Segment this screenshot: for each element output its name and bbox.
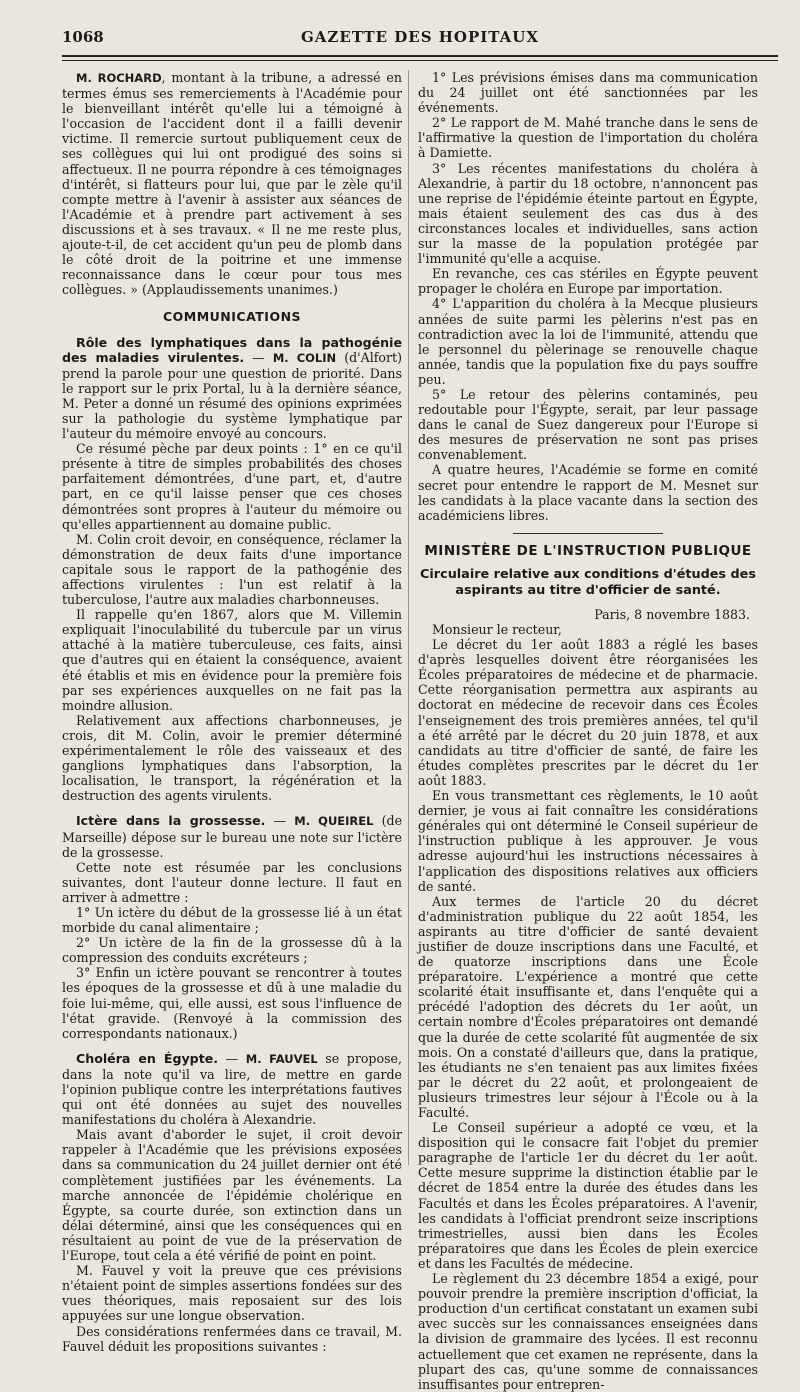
paragraph: Le décret du 1er août 1883 a réglé les bases d'après lesquelles doivent être réorganisées les Écoles préparatoires de médecine et de pharmacie. Cette réorganisation permettra aux aspirants au doctorat en médecine de recevoir dans ces Écoles l'enseignement des trois premières années, tel qu'il a été arrêté par le décret du 20 juin 1878, et aux candidats au titre d'officier de santé, de faire les études complètes prescrites par le décret du 1er août 1883.	[418, 637, 758, 788]
paragraph: Ce résumé pèche par deux points : 1° en ce qu'il présente à titre de simples probabilités des choses parfaitement démontrées, d'une part, et, d'autre part, en ce qu'il laisse penser que ces choses démontrées sont propres à l'auteur du mémoire ou qu'elles appartiennent au domaine public.	[62, 441, 402, 532]
list-item: 2° Un ictère de la fin de la grossesse dû à la compression des conduits excréteurs ;	[62, 935, 402, 966]
speaker-name: M. ROCHARD	[76, 71, 162, 85]
header-rule-thin	[62, 60, 778, 61]
right-column	[418, 70, 758, 1392]
paragraph: A quatre heures, l'Académie se forme en comité secret pour entendre le rapport de M. Mesnet sur les candidats à la place vacante dans la section des académiciens libres.	[418, 462, 758, 523]
paragraph: 5° Le retour des pèlerins contaminés, peu redoutable pour l'Égypte, serait, par leur passage dans le canal de Suez dangereux pour l'Europe si des mesures de préservation ne sont pas prises convenablement.	[418, 386, 758, 463]
paragraph-text: (d'Alfort) prend la parole pour une question de priorité. Dans le rapport sur le prix Portal, lu à la dernière séance, M. Peter a donné un résumé des opinions exprimées sur la pathologie du système lymphatique par l'auteur du mémoire envoyé au concours.	[62, 349, 403, 442]
speaker-name: M. COLIN	[272, 350, 337, 365]
paragraph: M. Colin croit devoir, en conséquence, réclamer la démonstration de deux faits d'une importance capitale sous le rapport de la pathogénie des affections virulentes : l'un est relatif à la tuberculose, l'autre aux maladies charbonneuses.	[62, 531, 402, 608]
paragraph: En revanche, ces cas stériles en Égypte peuvent propager le choléra en Europe par importation.	[418, 266, 758, 297]
ministry-heading: MINISTÈRE DE L'INSTRUCTION PUBLIQUE	[424, 542, 752, 559]
section-separator	[513, 533, 663, 534]
list-item: 3° Enfin un ictère pouvant se rencontrer à toutes les époques de la grossesse et dû à une maladie du foie lui-même, qui, elle aussi, est sous l'influence de l'état gravide. (Renvoyé à la commission des correspondants nationaux.)	[62, 965, 402, 1041]
page-number: 1068	[62, 28, 104, 46]
section-title: Choléra en Égypte.	[76, 1050, 219, 1066]
paragraph: M. Fauvel y voit la preuve que ces prévisions n'étaient point de simples assertions fondées sur des vues théoriques, mais reposaient sur des lois appuyées sur une longue observation.	[62, 1263, 402, 1324]
paragraph: 3° Les récentes manifestations du choléra à Alexandrie, à partir du 18 octobre, n'annoncent pas une reprise de l'épidémie éteinte partout en Égypte, mais étaient seulement des cas dus à des circonstances locales et individuelles, sans action sur la masse de la population protégée par l'immunité qu'elle a acquise.	[418, 160, 758, 267]
paragraph-rochard	[62, 70, 402, 297]
page-header	[62, 28, 778, 52]
paragraph-text: , montant à la tribune, a adressé en termes émus ses remerciements à l'Académie pour le bienveillant intérêt qu'elle lui a témoigné à l'occasion de l'accident dont il a failli devenir victime. Il remercie surtout publiquement ceux de ses collègues qui lui ont prodigué des soins si affectueux. Il ne pourra répondre à ces témoignages d'intérêt, si flatteurs pour lui, que par le zèle qu'il compte mettre à l'avenir à assister aux séances de l'Académie et à prendre part activement à ses discussions et à ses travaux. « Il ne me reste plus, ajoute-t-il, de cet accident qu'un peu de plomb dans le côté droit de la poitrine et une immense reconnaissance dans le cœur pour tous mes collègues. » (Applaudissements unanimes.)	[62, 70, 402, 298]
dash: —	[218, 1050, 246, 1066]
paragraph: Mais avant d'aborder le sujet, il croit devoir rappeler à l'Académie que les prévisions exposées dans sa communication du 24 juillet dernier ont été complètement justifiées par les événements. La marche annoncée de l'épidémie cholérique en Égypte, sa courte durée, son extinction dans un délai déterminé, ainsi que les conséquences qui en résultaient au point de vue de la préservation de l'Europe, tout cela a été vérifié de point en point.	[62, 1127, 402, 1264]
paragraph: En vous transmettant ces règlements, le 10 août dernier, je vous ai fait connaître les considérations générales qui ont déterminé le Conseil supérieur de l'instruction publique à les approuver. Je vous adresse aujourd'hui les instructions nécessaires à l'application des dispositions relatives aux officiers de santé.	[418, 788, 758, 894]
dash: —	[244, 349, 273, 365]
paragraph: 2° Le rapport de M. Mahé tranche dans le sens de l'affirmative la question de l'importation du choléra à Damiette.	[418, 115, 758, 161]
section-title: Rôle des lymphatiques dans la pathogénie des maladies virulentes.	[62, 334, 402, 365]
salutation: Monsieur le recteur,	[432, 622, 562, 637]
paragraph: Des considérations renfermées dans ce travail, M. Fauvel déduit les propositions suivantes :	[62, 1323, 402, 1354]
paragraph: 4° L'apparition du choléra à la Mecque plusieurs années de suite parmi les pèlerins n'est pas en contradiction avec la loi de l'immunité, attendu que le personnel du pèlerinage se renouvelle chaque année, tandis que la population fixe du pays souffre peu.	[418, 296, 758, 387]
list-item: 1° Un ictère du début de la grossesse lié à un état morbide du canal alimentaire ;	[62, 904, 402, 936]
dash: —	[265, 813, 295, 829]
speaker-name: M. QUEIREL	[294, 814, 374, 829]
spacer	[62, 803, 402, 813]
header-rule-thick	[62, 55, 778, 57]
paragraph: Il rappelle qu'en 1867, alors que M. Villemin expliquait l'inoculabilité du tubercule par un virus attaché à la matière tuberculeuse, ces faits, ainsi que d'autres qui en étaient la conséquence, avaient été établis et mis en évidence pour la première fois par ses expériences auxquelles on ne fait pas la moindre allusion.	[62, 607, 402, 713]
paragraph: Relativement aux affections charbonneuses, je crois, dit M. Colin, avoir le premier déterminé expérimentalement le rôle des vaisseaux et des ganglions lymphatiques dans l'absorption, la localisation, le transport, la régénération et la destruction des agents virulents.	[62, 712, 402, 804]
paragraph-text: se propose, dans la note qu'il va lire, de mettre en garde l'opinion publique contre les interprétations fautives qui ont été données au sujet des nouvelles manifestations du choléra à Alexandrie.	[62, 1050, 402, 1128]
circular-title: Circulaire relative aux conditions d'études des aspirants au titre d'officier de santé.	[420, 566, 756, 598]
communications-heading: COMMUNICATIONS	[162, 309, 302, 325]
left-column	[62, 70, 402, 1354]
journal-title: GAZETTE DES HOPITAUX	[300, 28, 539, 46]
section-cholera	[62, 1051, 402, 1127]
circular-date: Paris, 8 novembre 1883.	[594, 606, 750, 622]
paragraph: Le Conseil supérieur a adopté ce vœu, et la disposition qui le consacre fait l'objet du premier paragraphe de l'article 1er du décret du 1er août. Cette mesure supprime la distinction établie par le décret de 1854 entre la durée des études dans les Facultés et dans les Écoles préparatoires. A l'avenir, les candidats à l'officiat prendront seize inscriptions trimestrielles, aussi bien dans les Écoles préparatoires que dans les Écoles de plein exercice et dans les Facultés de médecine.	[418, 1120, 758, 1271]
paragraph-text: (de Marseille) dépose sur le bureau une note sur l'ictère de la grossesse.	[62, 813, 403, 860]
paragraph: 1° Les prévisions émises dans ma communication du 24 juillet ont été sanctionnées par les événements.	[418, 70, 758, 116]
paragraph: Cette note est résumée par les conclusions suivantes, dont l'auteur donne lecture. Il faut en arriver à admettre :	[62, 859, 402, 905]
section-title: Ictère dans la grossesse.	[76, 813, 266, 829]
section-lymphatiques	[62, 335, 402, 442]
spacer	[62, 1041, 402, 1051]
column-divider	[408, 70, 409, 1165]
paragraph: Le règlement du 23 décembre 1854 a exigé, pour pouvoir prendre la première inscription d'officiat, la production d'un certificat constatant un examen subi avec succès sur les connaissances enseignées dans la division de grammaire des lycées. Il est reconnu actuellement que cet examen ne représente, dans la plupart des cas, qu'une somme de connaissances insuffisantes pour entrepren-	[418, 1271, 758, 1392]
section-ictere	[62, 813, 402, 859]
speaker-name: M. FAUVEL	[245, 1051, 318, 1066]
paragraph: Aux termes de l'article 20 du décret d'administration publique du 22 août 1854, les aspirants au titre d'officier de santé devaient justifier de douze inscriptions dans une Faculté, et de quatorze inscriptions dans une École préparatoire. L'expérience a montré que cette scolarité était insuffisante et, dans l'enquête qui a précédé l'adoption des décrets du 1er août, un certain nombre d'Écoles préparatoires ont demandé que la durée de cette scolarité fût augmentée de six mois. On a constaté d'ailleurs que, dans la pratique, les étudiants ne s'en tenaient pas aux limites fixées par le décret du 22 août, et prolongeaient de plusieurs trimestres leur séjour à l'École ou à la Faculté.	[418, 893, 758, 1120]
